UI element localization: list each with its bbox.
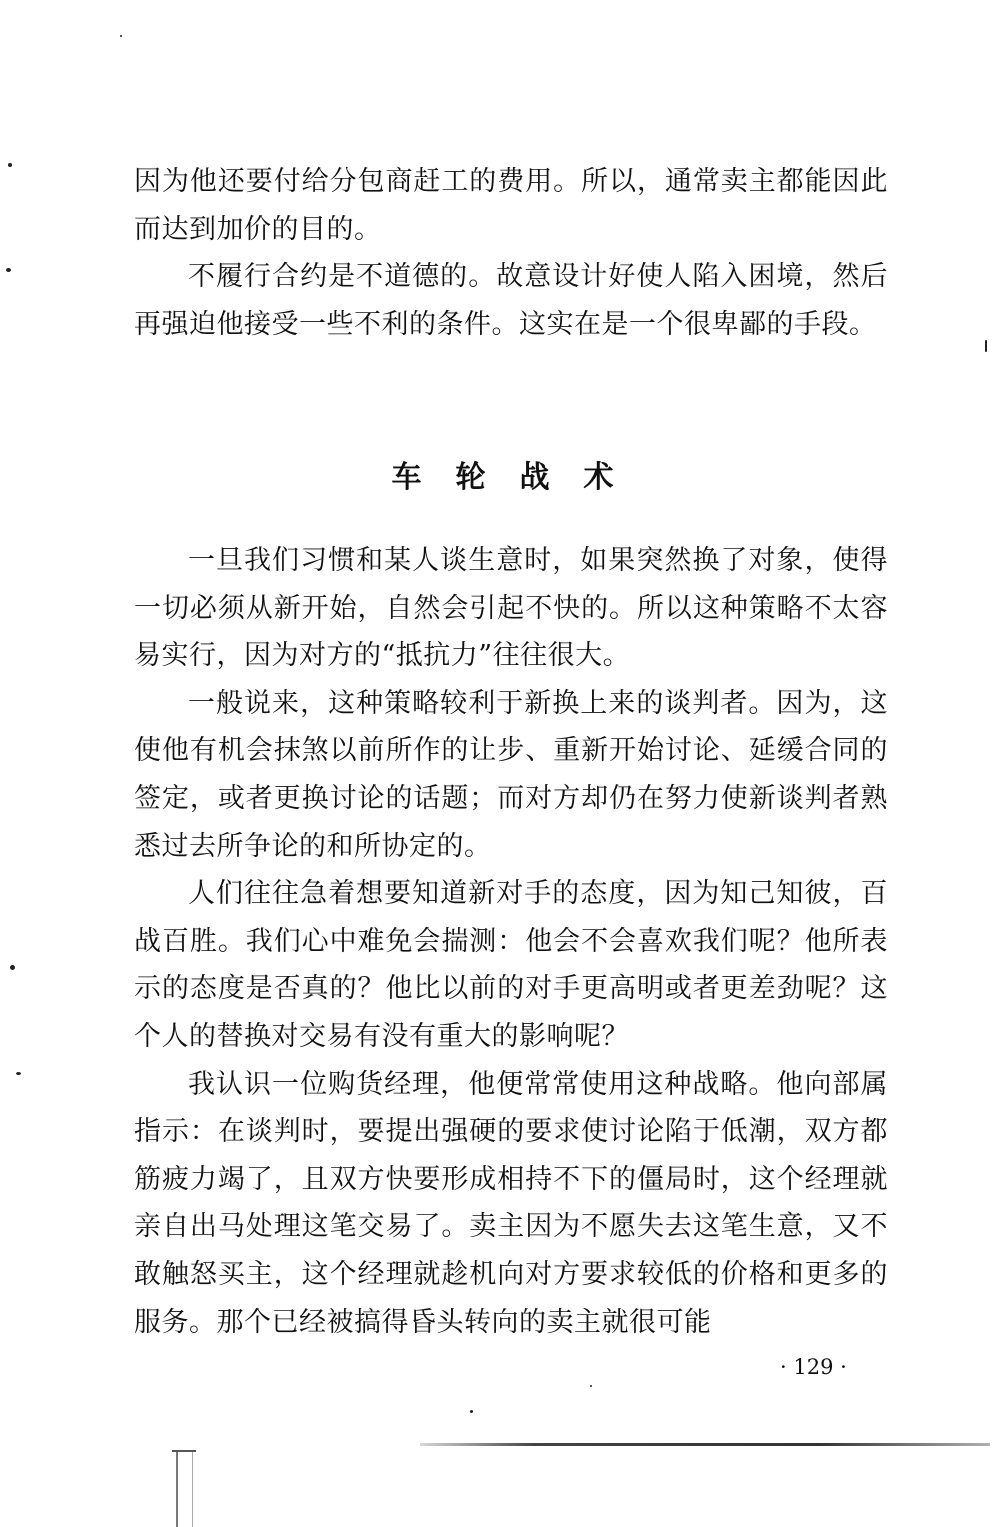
paragraph: 不履行合约是不道德的。故意设计好使人陷入困境，然后再强迫他接受一些不利的条件。这实在是一个很卑鄙的手段。 — [134, 261, 888, 340]
scan-speck — [16, 1072, 21, 1075]
top-text-block — [134, 158, 888, 348]
paragraph-continuation: 因为他还要付给分包商赶工的费用。所以，通常卖主都能因此而达到加价的目的。 — [134, 166, 888, 245]
binding-mark — [176, 1452, 193, 1527]
scan-speck — [470, 1410, 473, 1413]
scan-speck — [590, 1385, 592, 1387]
scan-speck — [6, 268, 11, 272]
scan-speck — [8, 163, 12, 167]
section-title: 车轮战术 — [391, 460, 648, 495]
paragraph: 我认识一位购货经理，他便常常使用这种战略。他向部属指示：在谈判时，要提出强硬的要求使讨论陷于低潮，双方都筋疲力竭了，且双方快要形成相持不下的僵局时，这个经理就亲自出马处理这笔交易了。卖主因为不愿失去这笔生意，又不敢触怒买主，这个经理就趁机向对方要求较低的价格和更多的服务。那个已经被搞得昏头转向的卖主就很可能 — [134, 1068, 888, 1338]
scan-speck — [120, 35, 122, 37]
paragraph: 人们往往急着想要知道新对手的态度，因为知己知彼，百战百胜。我们心中难免会揣测：他会不会喜欢我们呢？他所表示的态度是否真的？他比以前的对手更高明或者更差劲呢？这个人的替换对交易有没有重大的影响呢？ — [134, 878, 888, 1052]
main-text-block — [134, 537, 888, 1346]
paragraph: 一般说来，这种策略较利于新换上来的谈判者。因为，这使他有机会抹煞以前所作的让步、重新开始讨论、延缓合同的签定，或者更换讨论的话题；而对方却仍在努力使新谈判者熟悉过去所争论的和所协定的。 — [134, 687, 888, 862]
scan-rule-line — [420, 1443, 990, 1446]
paragraph: 一旦我们习惯和某人谈生意时，如果突然换了对象，使得一切必须从新开始，自然会引起不快的。所以这种策略不太容易实行，因为对方的“抵抗力”往往很大。 — [134, 545, 888, 672]
scan-speck — [985, 340, 987, 352]
page-number: · 129 · — [780, 1355, 847, 1379]
scan-speck — [10, 965, 15, 970]
